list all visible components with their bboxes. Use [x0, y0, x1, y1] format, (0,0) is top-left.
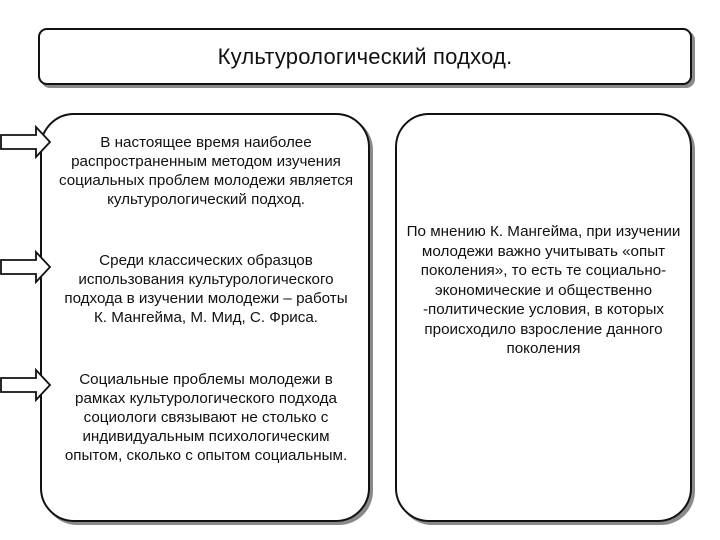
- right-panel: [395, 113, 692, 522]
- left-paragraph-1: [56, 133, 356, 209]
- right-arrow-icon: [0, 249, 52, 285]
- title-box: [38, 28, 692, 85]
- right-arrow-icon: [0, 124, 52, 160]
- page-title: Культурологический подход.: [217, 43, 513, 69]
- left-paragraph-1-text: В настоящее время наиболее распространенным методом изучения социальных проблем молодежи является: [58, 134, 354, 189]
- left-paragraph-2: Среди классических образцов использования культурологического подхода в изучении молодежи – работы К. Мангейма, М. Мид, С. Фриса.: [64, 252, 348, 326]
- left-paragraph-1-emphasis: культурологический подход.: [107, 191, 305, 208]
- right-arrow-icon: [0, 367, 52, 403]
- left-panel: [40, 113, 370, 522]
- left-paragraph-3: Социальные проблемы молодежи в рамках культурологического подхода социологи связывают не столько с индивидуальным психологическим опытом, сколько с опытом социальным.: [64, 371, 348, 464]
- right-panel-text: По мнению К. Мангейма, при изучении молодежи важно учитывать «опыт поколения», то есть те социально-экономические и общественно -политические условия, в которых происходило взросление данного поколения: [406, 223, 681, 358]
